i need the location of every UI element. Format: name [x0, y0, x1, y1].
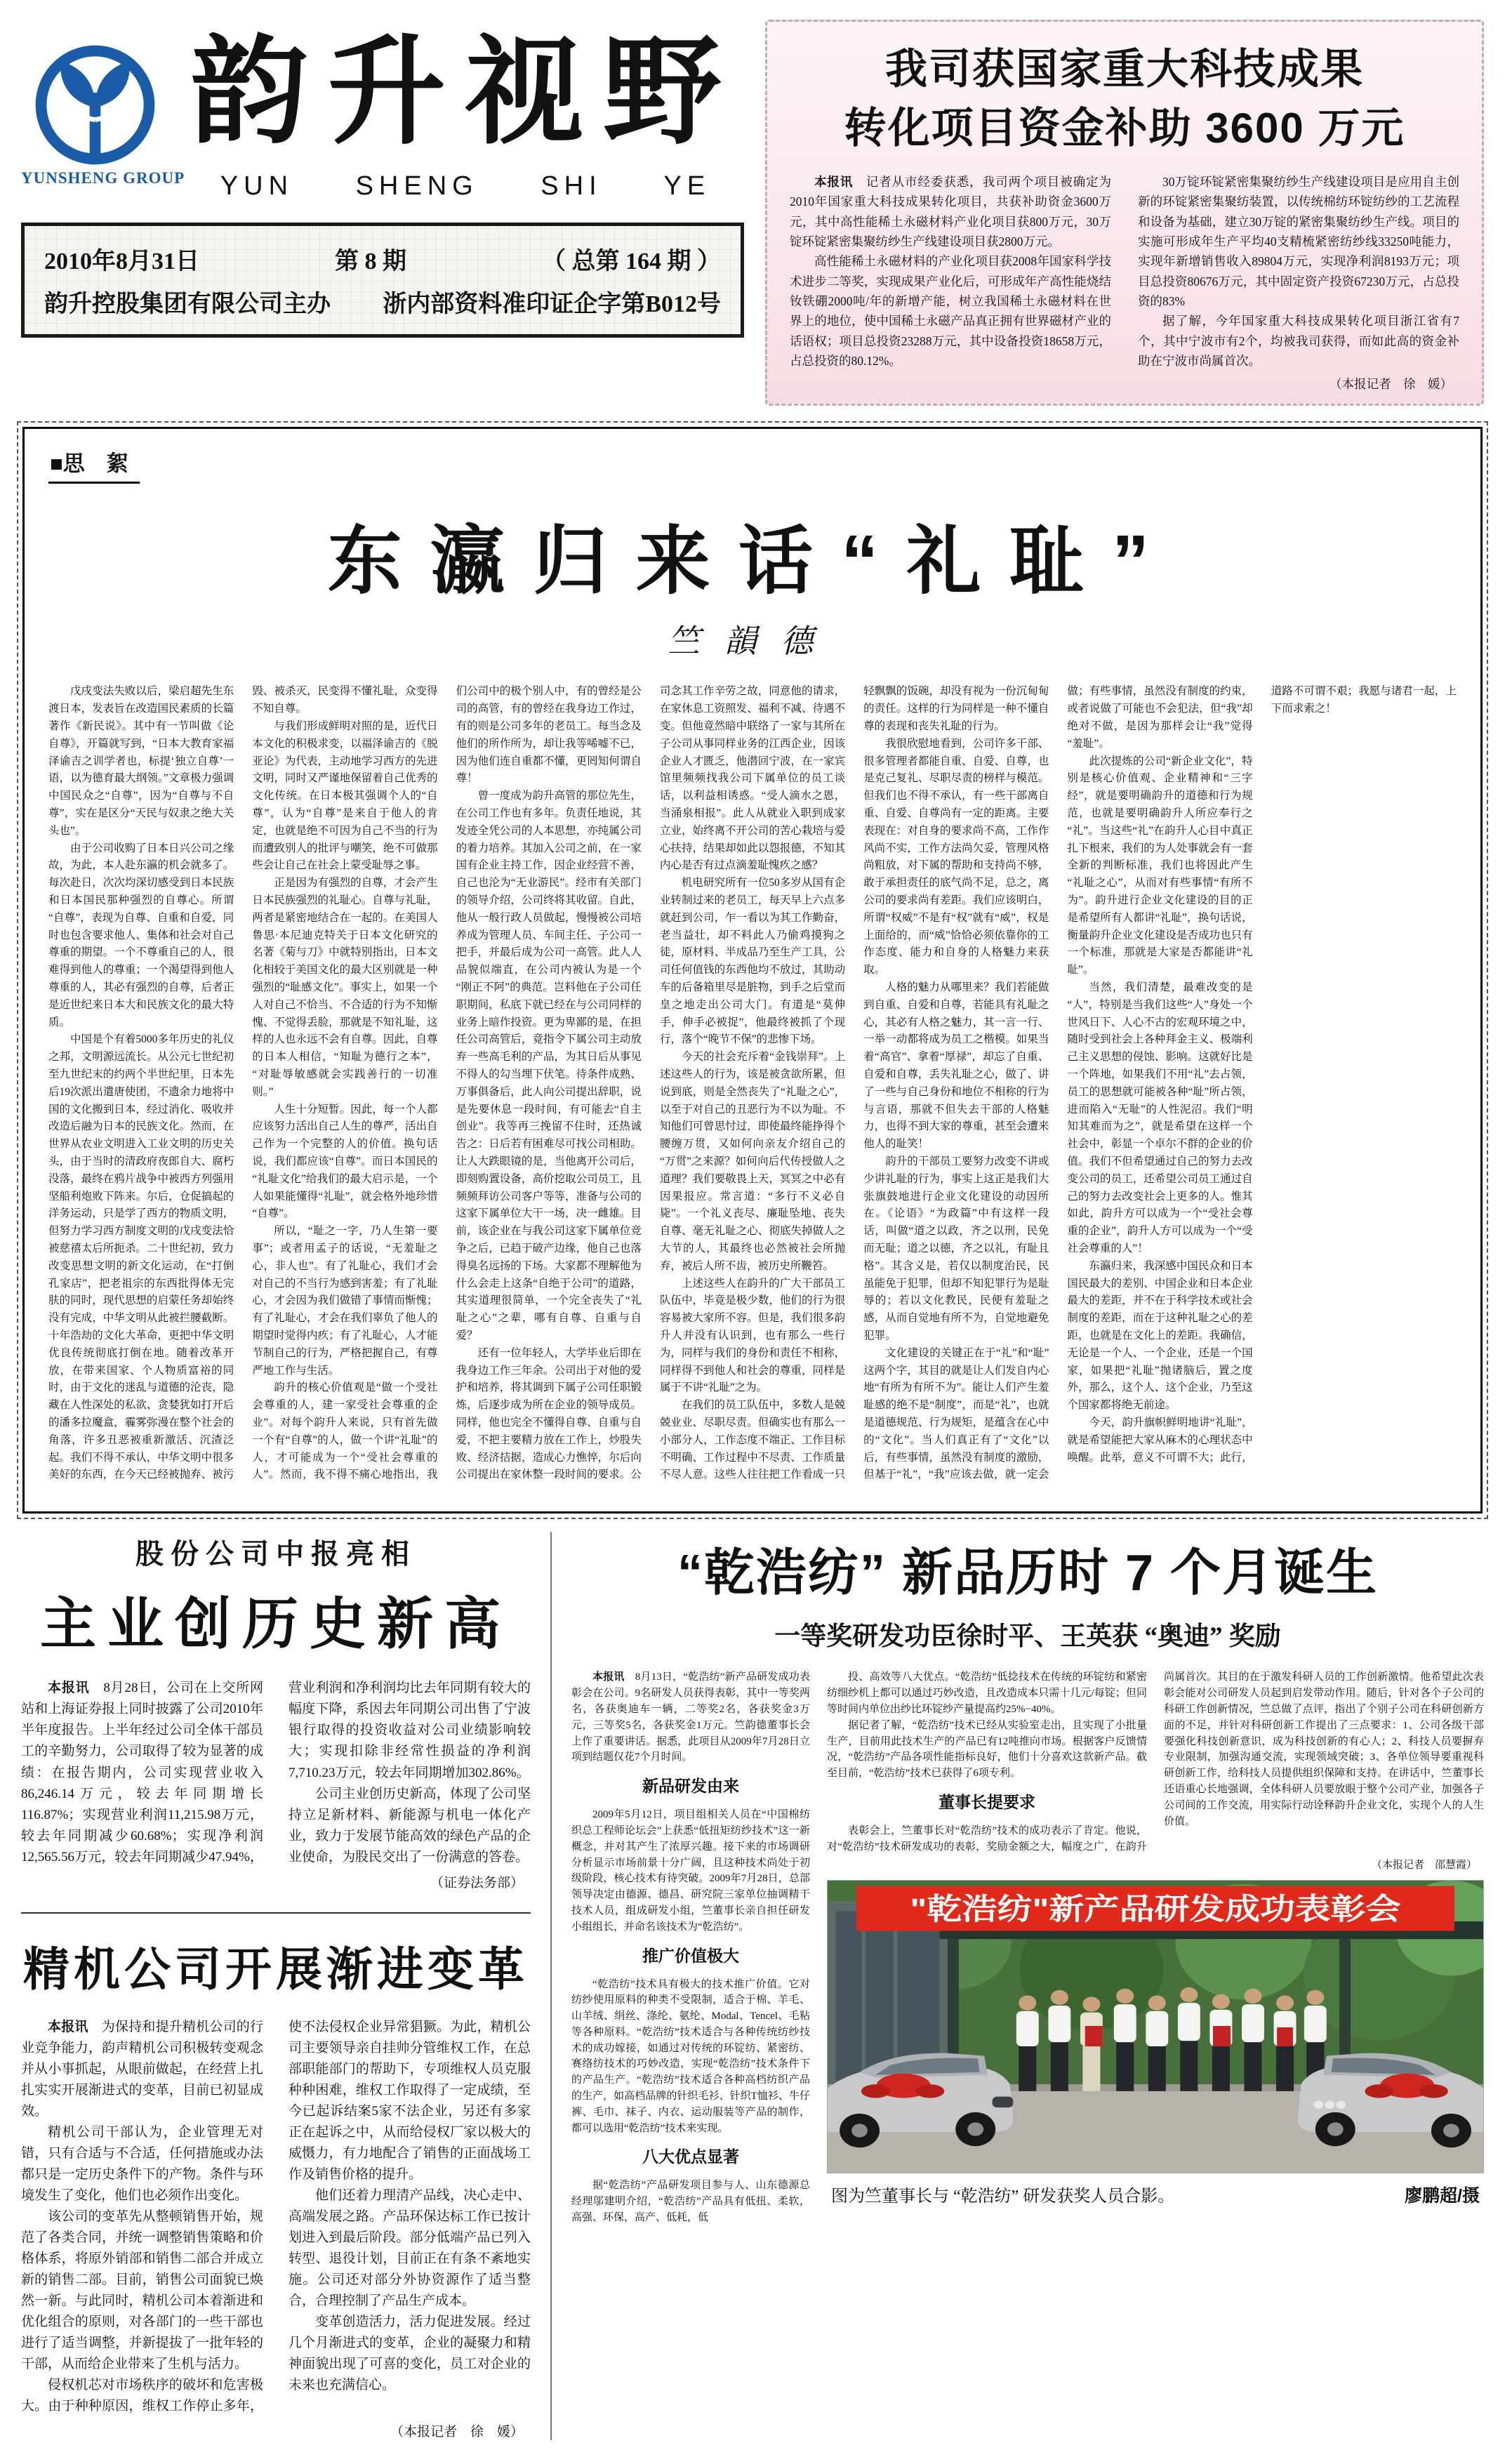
- brand-row: [21, 22, 744, 201]
- paragraph: 本报讯 记者从市经委获悉，我司两个项目被确定为2010年国家重大科技成果转化项目，共获补助资金3600万元，其中高性能稀土永磁材料产业化项目获800万元，30万锭环锭紧密集聚纺纱生产线建设项目获2800万元。: [790, 175, 1111, 249]
- report2-body: [21, 2017, 531, 2417]
- yunsheng-logo: [21, 44, 185, 187]
- award-photo-illustration: [827, 1880, 1484, 2173]
- paragraph: 本报讯 8月28日，公司在上交所网站和上海证券报上同时披露了公司2010年半年度报告。上半年经过公司全体干部员工的辛勤努力，公司取得了较为显著的成绩：在报告期内，公司实现营业收入86,246.14万元，较去年同期增长116.87%；实现营业利润11,215.98万元，较去年同期减少60.68%；实现净利润12,565.56万元，较去年同期减少47.94%，营业利润和净利润均比去年同期有较大的幅度下降，系因去年同期公司出售了宁波银行取得的投资收益对公司业绩影响较大；实现扣除非经常性损益的净利润7,710.23万元，较去年同期增加302.86%。: [21, 1681, 531, 1864]
- essay-section-label: ■思 絮: [48, 446, 140, 484]
- paragraph: 上述这些人在韵升的广大干部员工队伍中，毕竟是极少数，他们的行为很容易被大家所不容。但是，我们很多韵升人并没有认识到，也有那么一些行为，同样与我们的身份和责任不相称，同样得不到他人和社会的尊重，同样是属于不讲“礼耻”之为。: [659, 1277, 846, 1394]
- top-story-body: [790, 172, 1459, 371]
- feature-article: [552, 1532, 1484, 2439]
- paragraph: 戊戌变法失败以后，梁启超先生东渡日本，发表旨在改造国民素质的长篇著作《新民说》。其中有一节叫做《论自尊》，开篇就写到，“日本大教育家福泽谕吉之训学者也，标提‘独立自尊’一语，以为德育最大纲领。”文章极力强调中国民众之“自尊”，因为“自尊与不自尊”，实在是区分“天民与奴隶之绝大关头也”。: [48, 685, 234, 837]
- subheading: 新品研发由来: [642, 1777, 739, 1796]
- paragraph: 据“乾浩纺”产品研发项目参与人、山东德源总经理邬建明介绍，“乾浩纺”产品具有低扭、柔软，高强、环保，高产、低耗，低: [571, 2180, 810, 2224]
- paragraph: 本报讯 8月13日，“乾浩纺”新产品研发成功表彰会在公司。9名研发人员获得表彰，其中一等奖两名，各获奥迪车一辆，二等奖2名，各获奖金3万元，三等奖5名，各获奖金1万元。竺韵德董事长会上作了重要讲话。据悉，此项目从2009年7月28日立项到结题仅花7个月时间。: [571, 1671, 810, 1763]
- paragraph: 该公司的变革先从整顿销售开始，规范了各类合同，并统一调整销售策略和价格体系，将原外销部和销售二部合并成立新的销售二部。目前，销售公司面貌已焕然一新。与此同时，精机公司本着渐进和优化组合的原则，对各部门的一些干部也进行了适当调整，并新提拔了一批年轻的干部，从而给企业带来了生机与活力。: [21, 2208, 263, 2371]
- report2-byline: （本报记者 徐 媛）: [390, 2424, 524, 2439]
- issue-date: 2010年8月31日: [44, 249, 199, 275]
- photo-credit: 廖鹏超/摄: [1405, 2185, 1480, 2206]
- paragraph: 由于公司收购了日本日兴公司之缘故，为此，本人赴东瀛的机会就多了。每次赴日，次次均深切感受到日本民族和日本国民那种强烈的自尊心。所谓“自尊”，表现为自尊、自重和自爱，同时也包含要求他人、集体和社会对自己尊重的期望。一个不尊重自己的人，很难得到他人的尊重；一个渴望得到他人尊重的人，其必有强烈的自尊，后者正是近世纪来日本大和民族文化的最大特质。: [48, 842, 234, 1028]
- paragraph: 人生十分短暂。因此，每一个人都应该努力活出自己人生的尊严，活出自己作为一个完整的人的价值。换句话说，我们都应该“自尊”。而日本国民的“礼耻文化”给我们的最大启示是，一个人如果能懂得“礼耻”，就会格外地珍惜“自尊”。: [252, 1103, 438, 1220]
- paragraph: 韵升的干部员工要努力改变不讲或少讲礼耻的行为，事实上这正是我们大张旗鼓地进行企业文化建设的动因所在。《论语》“为政篇”中有这样一段话，叫做“道之以政，齐之以刑，民免而无耻；道之以德，齐之以礼，有耻且格”。其含义是，若仅以制度治民，民虽能免于犯罪，但却不知犯罪行为是耻辱的；若以文化教民，民便有羞耻之感，从而自觉地有所不为，自觉地避免犯罪。: [863, 1155, 1049, 1342]
- paragraph: 变革创造活力，活力促进发展。经过几个月渐进式的变革，企业的凝聚力和精神面貌出现了可喜的变化，员工对企业的未来也充满信心。: [289, 2314, 531, 2392]
- paragraph: 本报讯 为保持和提升精机公司的行业竞争能力，韵声精机公司积极转变观念并从小事抓起，从眼前做起，在经营上扎扎实实开展渐进式的变革，目前已初显成效。: [21, 2019, 263, 2119]
- top-story-headline: [790, 40, 1459, 158]
- report1-article: [21, 1532, 531, 1890]
- paragraph: 我很欣慰地看到，公司许多干部、很多管理者都能自重、自爱、自尊，也是克己复礼、尽职尽责的榜样与模范。但我们也不得不承认，有一些干部离自重、自爱、自尊尚有一定的距离。主要表现在：对自身的要求尚不高，工作作风尚不实，工作方法尚欠妥，管理风格尚粗放，对下属的帮助和支持尚不够，敢于承担责任的底气尚不足，总之，离公司的要求尚有差距。我们应该明白，所谓“权威”不是有“权”就有“威”，权是上面给的，而“威”恰恰必须依靠你的工作态度、能力和自身的人格魅力来获取。: [863, 737, 1049, 976]
- essay-author: 竺韻德: [668, 622, 837, 661]
- report1-headline: 主业创历史新高: [40, 1593, 512, 1656]
- issue-total-number: （ 总第 164 期 ）: [542, 249, 721, 275]
- paragraph: 据记者了解，“乾浩纺”技术已经从实验室走出，且实现了小批量生产，目前用此技术生产的产品已有12吨推向市场。根据客户反馈情况，“乾浩纺”产品各项性能指标良好，他们十分喜欢这款新产品。截至目前，“乾浩纺”技术已获得了6项专利。: [827, 1719, 1147, 1780]
- lead-label: 本报讯: [814, 175, 854, 189]
- paragraph: 东瀛归来，我深感中国民众和日本国民最大的差别、中国企业和日本企业最大的差距，并不在于科学技术或社会制度的差距，而在于这种礼耻之心的差距，也就是在文化上的差距。我确信，无论是一个人、一个企业，还是一个国家，如果把“礼耻”抛诸脑后，置之度外，那么，这个人、这个企业，乃至这个国家都将绝无前途。: [1067, 1259, 1253, 1412]
- paragraph: 精机公司干部认为，企业管理无对错，只有合适与不合适，任何措施或办法都只是一定历史条件下的产物。条件与环境发生了变化，他们也必须作出变化。: [21, 2124, 263, 2203]
- photo-caption-row: [827, 2182, 1484, 2207]
- feature-right-area: [827, 1669, 1484, 2225]
- lead-label: 本报讯: [592, 1671, 625, 1683]
- paragraph: 据了解，今年国家重大科技成果转化项目浙江省有7个，其中宁波市有2个，均被我司获得，而如此高的资金补助在宁波市尚属首次。: [1138, 314, 1459, 369]
- report2-article: [21, 1932, 531, 2440]
- feature-byline: （本报记者 邵慧霞）: [1371, 1859, 1477, 1871]
- paragraph: 他们还着力理清产品线，决心走中、高端发展之路。产品环保达标工作已按计划进入到最后阶段。部分低端产品已列入转型、退役计划，目前正在有条不紊地实施。公司还对部分外协资源作了适当整合，合理控制了产品生产成本。: [289, 2187, 531, 2308]
- report1-body: [21, 1678, 531, 1867]
- feature-headline: “乾浩纺” 新品历时 7 个月诞生: [677, 1545, 1379, 1602]
- top-story-box: [765, 20, 1484, 406]
- paragraph: 投、高效等八大优点。“乾浩纺”低捻技术在传统的环锭纺和紧密纺细纱机上都可以通过巧妙改造，且改造成本只需十几元/每锭；但同等时间内单位出纱比环锭纱产量提高约25%−40%。: [827, 1671, 1147, 1716]
- paragraph: 所以，“耻之一字，乃人生第一要事”；或者用孟子的话说，“无羞耻之心，非人也”。有了礼耻心，我们才会对自己的不当行为感到害羞；有了礼耻心，才会因为我们做错了事情而惭愧；有了礼耻心，才会在我们辜负了他人的期望时觉得内疚；有了礼耻心，人才能节制自己的行为，严格把握自己，有尊严地工作与生活。: [252, 1225, 438, 1377]
- paragraph: 曾一度成为韵升高管的那位先生，在公司工作也有多年。负责任地说，其发迹全凭公司的人本思想，亦纯属公司的着力培养。其加入公司之前，在一家国有企业主持工作，因企业经营不善，自己也沦为“无业游民”。经市有关部门的领导介绍，公司终将其收留。自此，他从一般行政人员做起，慢慢被公司培养成为管理人员、车间主任、子公司一把手，并最后成为公司一高管。此人人品貌似端直，在公司内被认为是一个“刚正不阿”的典范。岂料他在子公司任职期间，私底下就已经在与公司同样的业务上暗作投资。更为卑鄙的是，在担任公司高管后，竟指令下属公司主动放弃一些高毛利的产品，为其日后从事见不得人的勾当埋下伏笔。待条件成熟、万事俱备后，此人向公司提出辞职，说是先要休息一段时间，有可能去“自主创业”。我等再三挽留不住时，还热诚告之：日后若有困难尽可找公司相助。让人大跌眼镜的是，当他离开公司后，即刻购置设备，高价挖取公司员工，且频频拜访公司客户等等，准备与公司的这家下属单位大干一场，决一雌雄。目前，该企业在与我公司这家下属单位竞争之后，已趋于破产边缘，他自己也落得臭名远扬的下场。大家都不理解他为什么会走上这条“自绝于公司”的道路，其实道理很简单，一个完全丧失了“礼耻之心”之辈，哪有自尊、自重与自爱？: [456, 790, 642, 1342]
- feature-content: [571, 1669, 1484, 2225]
- top-story-headline-line1: 我司获国家重大科技成果: [885, 46, 1364, 93]
- feature-subtitle: 一等奖研发功臣徐时平、王英获 “奥迪” 奖励: [774, 1622, 1281, 1652]
- group-name: YUNSHENG GROUP: [21, 169, 185, 187]
- top-story-headline-line2: 转化项目资金补助 3600 万元: [844, 105, 1405, 152]
- issue-publisher: 韵升控股集团有限公司主办: [44, 291, 331, 318]
- lead-label: 本报讯: [48, 2019, 88, 2034]
- paragraph: 今天，韵升旗帜鲜明地讲“礼耻”，就是希望能把大家从麻木的心理状态中唤醒。此举，意义不可谓不大；此行，道路不可谓不艰；我愿与诸君一起，上下而求索之！: [1067, 685, 1457, 1464]
- subheading: 推广价值极大: [642, 1946, 739, 1965]
- paragraph: 韵升的核心价值观是“做一个受社会尊重的人，建一家受社会尊重的企业”。对每个韵升人来说，只有首先做一个有“自尊”的人，做一个讲“礼耻”的人，才可能成为一个“受社会尊重的人”。然而，我不得不痛心地指出，我们公司中的极个别人中，有的曾经是公司的高管，有的曾经在我身边工作过，有的则是公司多年的老员工。每当念及他们的所作所为，却让我等唏嘘不已，因为他们连自重都不懂，更罔知何谓自尊！: [252, 685, 642, 1481]
- paragraph: 此次提炼的公司“新企业文化”，特别是核心价值观、企业精神和“三字经”，就是要明确韵升的道德和行为规范，也就是要明确韵升人所应奉行之“礼”。当这些“礼”在韵升人心目中真正扎下根来，我们的为人处事就会有一套全新的判断标准，我们也将因此产生“礼耻之心”，从而对有些事情“有所不为”。韵升进行企业文化建设的目的正是希望所有人都讲“礼耻”，换句话说，衡量韵升企业文化建设是否成功也只有一个标准，那就是大家是否都能讲“礼耻”。: [1067, 755, 1253, 976]
- paper-title-wrap: [187, 22, 744, 201]
- feature-column-1: [571, 1669, 810, 2225]
- paragraph: “乾浩纺”技术具有极大的技术推广价值。它对纺纱使用原料的种类不受限制，适合于棉、羊毛、山羊绒、绢丝、涤纶、氨纶、Modal、Tencel、毛粘等各种原料。“乾浩纺”技术适合与各种传统纺纱技术的成功嫁接，如通过对传统的环锭纺、紧密纺、赛络纺技术的巧妙改造，实现“乾浩纺”技术条件下的产品生产。“乾浩纺”技术适合各种高档纺织产品的生产，如高档品牌的针织毛衫、针织T恤衫、牛仔裤、毛巾、袜子、内衣、运动服装等产品的制作，都可以选用“乾浩纺”技术来实现。: [571, 1978, 810, 2134]
- photo-caption: 图为竺董事长与 “乾浩纺” 研发获奖人员合影。: [831, 2187, 1175, 2206]
- paragraph: 文化建设的关键正在于“礼”和“耻”这两个字，其目的就是让人们发自内心地“有所为有所不为”。能让人们产生羞耻感的绝不是“制度”，而是“礼”，也就是道德规范、行为规矩，是蕴含在心中的“文化”。当人们真正有了“文化”以后，有些事情，虽然没有制度的激励，但基于“礼”，“我”应该去做，就一定会做；有些事情，虽然没有制度的约束，或者说做了可能也不会犯法，但“我”却绝对不做，是因为那样会让“我”觉得“羞耻”。: [863, 685, 1253, 1481]
- paragraph: 今天的社会充斥着“金钱崇拜”。上述这些人的行为，该是被贪欲所累，但说到底，则是全然丧失了“礼耻之心”，以至于对自己的丑恶行为不以为耻。不知他们可曾思忖过，即使最终能挣得个腰缠万贯，又如何向亲友介绍自己的“万贯”之来源？如何向后代传授做人之道理？我们要敬畏上天，冥冥之中必有因果报应。常言道：“多行不义必自毙”。一个礼义丧尽、廉耻坠地、丧失自尊、毫无礼耻之心、彻底失掉做人之大节的人，其最终也必然被社会所抛弃，被后人所不齿，被历史所鞭笞。: [659, 1051, 846, 1272]
- paragraph: 30万锭环锭紧密集聚纺纱生产线建设项目是应用自主创新的环锭紧密集聚纺装置，以传统棉纺环锭纺纱的工艺流程和设备为基础，建立30万锭的紧密集聚纺纱生产线。项目的实施可形成年生产平均40支精梳紧密纺纱线33250吨能力，实现年新增销售收入89804万元，实现净利润8193万元；项目总投资80676万元，其中固定资产投资67230万元，占总投资的83%: [1138, 175, 1459, 309]
- paragraph: 在我们的员工队伍中，多数人是兢兢业业、尽职尽责。但确实也有那么一小部分人，工作态度不端正、工作目标不明确、工作过程中不尽责、工作质量不尽人意。这些人往往把工作看成一只轻飘飘的饭碗，却没有视为一份沉甸甸的责任。这样的行为同样是一种不懂自尊的表现和丧失礼耻的行为。: [659, 685, 1049, 1481]
- ceremony-banner: [856, 1886, 1454, 1930]
- paper-title-romanized: YUN SHENG SHI YE: [220, 171, 711, 201]
- paragraph: 高性能稀土永磁材料的产业化项目获2008年国家科学技术进步二等奖，实现成果产业化后，可形成年产高性能烧结钕铁硼2000吨/年的新增产能，树立我国稀土永磁材料在世界上的地位，使中国稀土永磁产品真正拥有世界磁材产业的话语权；项目总投资23288万元，其中设备投资18658万元，占总投资的80.12%。: [790, 254, 1111, 369]
- lead-label: 本报讯: [48, 1681, 90, 1696]
- report1-byline: （证券法务部）: [430, 1875, 524, 1890]
- paragraph: 侵权机芯对市场秩序的破坏和危害极大。由于种种原因，维权工作停止多年，使不法侵权企业异常猖獗。为此，精机公司主要领导亲自挂帅分管维权工作，在总部职能部门的帮助下，专项维权人员克服种种困难，维权工作取得了一定成绩，至今已起诉结案5家不法企业，另还有多家正在起诉之中，从而给侵权厂家以极大的威慑力，有力地配合了销售的正面战场工作及销售价格的提升。: [21, 2019, 531, 2413]
- report1-eyebrow: 股份公司中报亮相: [135, 1539, 416, 1570]
- articles-divider: [21, 1912, 531, 1914]
- paragraph: 当然，我们清楚，最难改变的是“人”，特别是当我们这些“人”身处一个世风日下、人心不古的宏观环境之中，随时受到社会上各种拜金主义、极端利己主义思想的侵蚀、影响。这就好比是一个阵地，如果我们不用“礼”去占领，员工的思想就可能被各种“耻”所占领，进而陷入“无耻”的人性泥沼。我们“明知其难而为之”，就是希望在这样一个社会中，彰显一个卓尔不群的企业的价值。我们不但希望通过自己的努力去改变公司的员工，还希望公司员工通过自己的努力去改变社会上更多的人。惟其如此，韵升方可以成为一个“受社会尊重的企业”，韵升人方可以成为一个“受社会尊重的人”！: [1067, 981, 1253, 1254]
- paragraph: 机电研究所有一位50多岁从国有企业转制过来的老员工，每天早上六点多就赶到公司，乍一看以为其工作勤奋，老当益壮，却不料此人乃偷鸡摸狗之徒，原材料、半成品乃至生产工具，公司任何值钱的东西他均不放过，其助动车的后备箱里尽是脏物，到手之后堂而皇之地走出公司大门。有道是“莫伸手，伸手必被捉”，他最终被抓了个现行，落个“晚节不保”的悲惨下场。: [659, 877, 846, 1046]
- bottom-section: [21, 1532, 1484, 2439]
- paragraph: 公司主业创历史新高，体现了公司坚持立足新材料、新能源与机电一体化产业，致力于发展节能高效的绿色产品的企业使命，为股民交出了一份满意的答卷。: [289, 1786, 531, 1864]
- issue-row-2: [44, 280, 721, 323]
- paragraph: 正是因为有强烈的自尊，才会产生日本民族强烈的礼耻心。自尊与礼耻，两者是紧密地结合在一起的。在美国人鲁思·本尼迪克特关于日本文化研究的名著《菊与刀》中就特别指出，日本文化相较于美国文化的最大区别就是一种强烈的“耻感文化”。事实上，如果一个人对自己不恰当、不合适的行为不知惭愧、不觉得丢脸，那就是不知礼耻，这样的人也永远不会有自尊。因此，自尊的日本人相信，“知耻为德行之本”，“对耻辱敏感就会实践善行的一切准则。”: [252, 877, 438, 1098]
- essay-headline: 东瀛归来话“礼耻”: [327, 520, 1178, 604]
- essay-body: [48, 683, 1457, 1490]
- paragraph: 还有一位年轻人，大学毕业后即在我身边工作三年余。公司出于对他的爱护和培养，将其调到下属子公司任职锻炼，后逐步成为所在企业的领导成员。同样，他也完全不懂得自尊、自重与自爱，不把主要精力放在工作上，炒股失败、经济拮据，造成心力憔悴，尔后向公司提出在家休整一段时间的要求。公司念其工作辛劳之故，同意他的请求，在家休息工资照发、福利不减、待遇不变。但他竟然暗中联络了一家与其所在子公司从事同样业务的江西企业，因该企业人才匮乏，他潜回宁波，在一家宾馆里频频找我公司下属单位的员工谈话，以利益相诱惑。“受人滴水之恩，当涌泉相报”。此人从就业入职到成家立业，始终离不开公司的苦心栽培与爱心扶持，结果却如此以怨报德，不知其内心是否有过点滴羞耻愧疚之感？: [456, 685, 846, 1481]
- issue-number: 第 8 期: [335, 249, 406, 275]
- banner-text: "乾浩纺"新产品研发成功表彰会: [910, 1892, 1401, 1926]
- subheading: 董事长提要求: [939, 1793, 1035, 1812]
- top-story-byline: （本报记者 徐 媛）: [1330, 377, 1452, 392]
- masthead-block: [21, 20, 744, 406]
- report2-headline: 精机公司开展渐进变革: [23, 1942, 529, 1995]
- bottom-left-column: [21, 1532, 552, 2439]
- paragraph: 表彰会上，竺董事长对“乾浩纺”技术的成功表示了肯定。他说，对“乾浩纺”技术研发成功的表彰，奖励金额之大，幅度之广，在韵升尚属首次。其目的在于激发科研人员的工作创新激情。他希望此次表彰会能对公司研发人员起到启发带动作用。随后，针对各个子公司的科研工作创新情况，竺总做了点评，指出了个别子公司在科研创新方面的不足，并针对科研创新工作提出了三点要求：1、公司各级干部要强化科技创新意识，成为科技创新的有心人；2、科技人员要摒弃专业限制，加强沟通交流，实现领域突破；3、各单位领导要重视科研创新工作，给科技人员提供组织保障和支持。在讲话中，竺董事长还语重心长地强调，全体科研人员要放眼于整个公司产业，加强各子公司间的工作交流，用实际行动诠释韵升企业文化，实现个人的人生价值。: [827, 1671, 1484, 1853]
- award-ceremony-photo: [827, 1880, 1484, 2207]
- yunsheng-logo-icon: [34, 44, 157, 166]
- essay-section: [22, 427, 1483, 1513]
- issue-row-1: [44, 237, 721, 280]
- issue-info-box: [21, 223, 744, 338]
- paragraph: 与我们形成鲜明对照的是，近代日本文化的积极求变，以福泽谕吉的《脱亚论》为代表，主动地学习西方的先进文明，同时又严谨地保留着自己优秀的文化传统。在日本极其强调个人的“自尊”，认为“自尊”是来自于他人的肯定，也就是绝不可因为自己不当的行为而遭致别人的批评与嘲笑，绝不可做那些会让自己在社会上蒙受耻辱之事。: [252, 720, 438, 872]
- paragraph: 中国是个有着5000多年历史的礼仪之邦，文明源远流长。从公元七世纪初至九世纪末的约两个半世纪里，日本先后19次派出遣唐使团，不遗余力地将中国的文化搬到日本，经过消化、吸收并改造后融为日本的民族文化。然而，在世界从农业文明进入工业文明的历史关头，由于当时的清政府夜郎自大、腐朽没落，最终在鸦片战争中被西方列强用坚船利炮败下阵来。尔后，仓促搞起的洋务运动，只是学了西方的物质文明，但努力学习西方制度文明的戊戌变法恰被慈禧太后所扼杀。二十世纪初，致力改变思想文明的新文化运动，在“打倒孔家店”，把老祖宗的东西批得体无完肤的同时，现代思想的启蒙任务却始终没有完成，中华文明从此被拦腰截断。十年浩劫的文化大革命，更把中华文明优良传统彻底打倒在地。随着改革开放，在带来国家、个人物质富裕的同时，由于文化的迷乱与道德的沦丧，隐藏在人性深处的私欲、贪婪犹如打开后的潘多拉魔盒，霾雾弥漫在整个社会的角落，许多丑恶被重新激活、沉渣泛起。我们不得不承认，中华文明中很多美好的东西，在今天已经被抛弃、被污毁、被杀灭，民变得不懂礼耻，众变得不知自尊。: [48, 685, 438, 1481]
- subheading: 八大优点显著: [642, 2147, 739, 2166]
- paper-title: 韵升视野: [190, 22, 741, 161]
- paragraph: 人格的魅力从哪里来？我们若能做到自重、自爱和自尊，若能具有礼耻之心，其必有人格之魅力，其一言一行、一举一动都将成为员工之楷模。如果当着“高官”、拿着“厚禄”，却忘了自重、自爱和自尊，丢失礼耻之心，做了、讲了一些与自己身份和地位不相称的行为与言语，那就不但失去干部的人格魅力，也得不到大家的尊重，甚至会遭来他人的耻笑！: [863, 981, 1049, 1151]
- page-header: [21, 20, 1484, 406]
- paragraph: 2009年5月12日，项目组相关人员在“中国棉纺织总工程师论坛会”上获悉“低扭矩纺纱技术”这一新概念，并对其产生了浓厚兴趣。接下来的市场调研分析显示市场前景十分广阔，且这种技术尚处于初级阶段，核心技术有待突破。2009年7月28日，总部领导决定由德源、德昌、研究院三家单位抽调精干技术人员，组成研发小组，竺董事长亲自担任研发小组组长，并命名该技术为“乾浩纺”。: [571, 1809, 810, 1933]
- issue-license: 浙内部资料准印证企字第B012号: [383, 291, 721, 318]
- feature-columns-2-3: [827, 1669, 1484, 1855]
